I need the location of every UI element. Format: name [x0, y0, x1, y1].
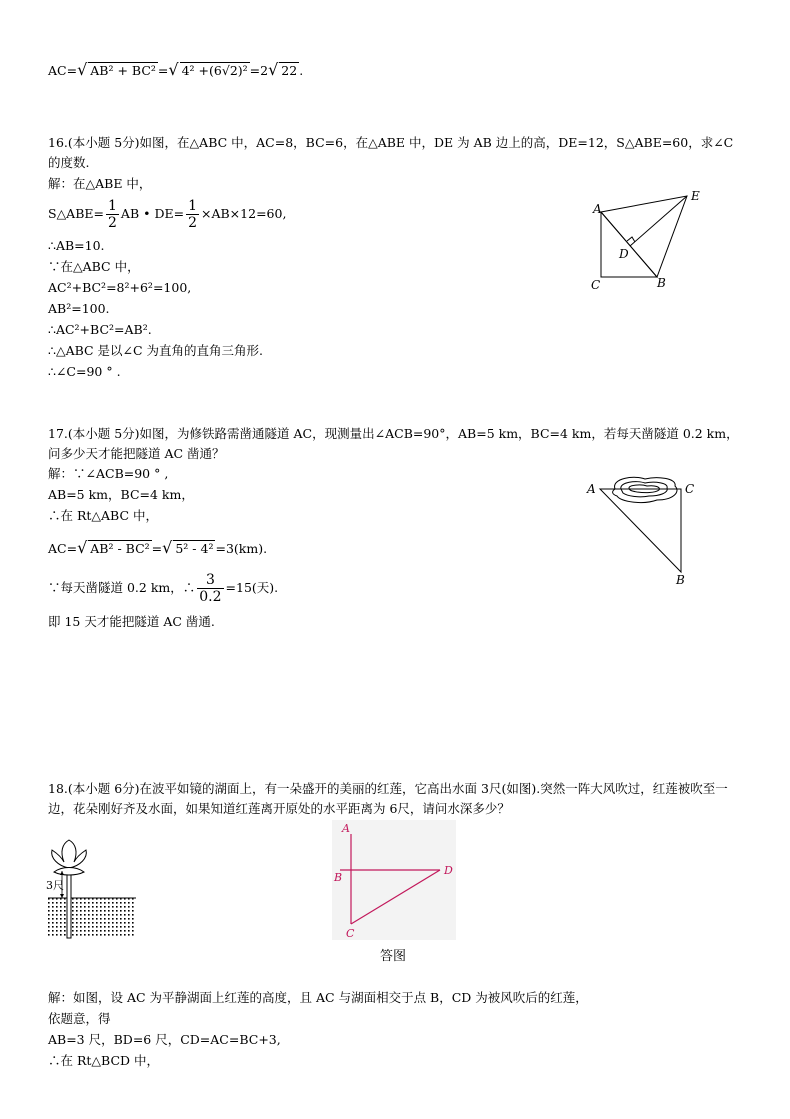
q17-days: =15(天).: [225, 580, 279, 595]
q16-ab-de: AB • DE=: [120, 206, 185, 221]
q16-sol-l3: ∴AB=10.: [48, 238, 105, 253]
label-c: C: [591, 278, 601, 292]
half-fraction: [106, 198, 119, 231]
q16-sol-l2: [48, 196, 286, 232]
q18-answer-figure: [332, 820, 456, 940]
half-fraction: [186, 198, 199, 231]
triangle-acb: [600, 489, 681, 572]
label-b: B: [676, 573, 685, 587]
top-lhs: AC=: [48, 63, 78, 78]
q16-eq60: ×AB×12=60,: [201, 206, 287, 221]
days-fraction: [197, 572, 223, 605]
q16-sol-l1: 解：在△ABE 中，: [48, 176, 152, 191]
frac-num: 1: [188, 198, 197, 214]
lotus-leaf: [54, 868, 84, 876]
q18-sol-l3: AB=3 尺，BD=6 尺，CD=AC=BC+3,: [48, 1032, 281, 1047]
lotus-stem: [67, 874, 71, 938]
q16-sol-l9: ∴∠C=90 ° .: [48, 364, 121, 379]
q17-sol-l4: [48, 540, 267, 557]
q16-s-abe: S△ABE=: [48, 206, 104, 221]
sqrt-sign: √: [168, 60, 179, 79]
q16-stem: 16.(本小题 5分)如图，在△ABC 中，AC=8，BC=6，在△ABE 中，DE 为 AB 边上的高，DE=12，S△ABE=60，求∠C 的度数.: [48, 135, 734, 170]
top-formula: [48, 62, 303, 79]
q17-sol-l3: ∴在 Rt△ABC 中，: [48, 508, 159, 523]
top-eq2: =2: [249, 63, 269, 78]
water-pattern: [48, 898, 136, 938]
frac-num: 3: [197, 572, 223, 589]
q17-eq: =: [151, 541, 163, 556]
q16-sol-l6: AB²=100.: [48, 301, 110, 316]
frac-den: 2: [108, 215, 117, 231]
arrow-head-down: [60, 894, 64, 898]
right-angle-mark: [627, 237, 635, 242]
q17-daily: ∵每天凿隧道 0.2 km，∴: [48, 580, 196, 595]
q17-sol-l1: 解：∵∠ACB=90 ° ,: [48, 466, 169, 481]
sqrt-sign: √: [268, 60, 279, 79]
label-b: B: [334, 871, 343, 884]
top-radicand-2: 4² +(6√2)²: [181, 63, 248, 78]
label-d: D: [619, 247, 629, 261]
q17-result: =3(km).: [215, 541, 268, 556]
sqrt-sign: √: [77, 60, 88, 79]
q17-stem: 17.(本小题 5分)如图，为修铁路需凿通隧道 AC，现测量出∠ACB=90°，AB=5 km，BC=4 km，若每天凿隧道 0.2 km，问多少天才能把隧道 AC 凿通？: [48, 426, 739, 461]
label-a: A: [587, 482, 596, 496]
lotus-flower: [52, 840, 87, 868]
frac-den: 0.2: [199, 589, 222, 605]
q17-radicand-1: AB² - BC²: [90, 541, 150, 556]
label-a: A: [593, 202, 602, 216]
q16-triangle-figure: [585, 185, 710, 295]
q17-tunnel-figure: [585, 472, 705, 590]
q18-stem: 18.(本小题 6分)在波平如镜的湖面上，有一朵盛开的美丽的红莲，它高出水面 3尺(如图).突然一阵大风吹过，红莲被吹至一边，花朵刚好齐及水面，如果知道红莲离开原处的水平距离为 6尺，请问水深多少？: [48, 781, 728, 816]
label-a: A: [342, 822, 350, 835]
lotus-figure: [44, 838, 140, 942]
label-d: D: [444, 864, 453, 877]
label-c: C: [685, 482, 695, 496]
top-end: .: [299, 63, 304, 78]
triangle-abe: [601, 196, 687, 277]
q18-sol-l4: ∴在 Rt△BCD 中，: [48, 1053, 159, 1068]
top-radicand-1: AB² + BC²: [90, 63, 156, 78]
q17-radicand-2: 5² - 4²: [175, 541, 214, 556]
altitude-de: [630, 196, 687, 246]
q18-sol-l2: 依题意，得: [48, 1011, 111, 1026]
q17-ac: AC=: [48, 541, 78, 556]
height-label: 3尺: [46, 879, 64, 892]
q16-sol-l5: AC²+BC²=8²+6²=100,: [48, 280, 192, 295]
figure-caption: 答图: [380, 949, 407, 964]
label-b: B: [657, 276, 666, 290]
top-radicand-3: 22: [281, 63, 298, 78]
q16-sol-l8: ∴△ABC 是以∠C 为直角的直角三角形.: [48, 343, 264, 358]
q17-sol-l6: 即 15 天才能把隧道 AC 凿通.: [48, 614, 215, 629]
q17-sol-l2: AB=5 km，BC=4 km，: [48, 487, 194, 502]
label-c: C: [346, 927, 355, 940]
q17-sol-l5: [48, 570, 278, 606]
label-e: E: [691, 189, 700, 203]
frac-den: 2: [188, 215, 197, 231]
top-eq: =: [157, 63, 169, 78]
sqrt-sign: √: [162, 538, 173, 557]
frac-num: 1: [108, 198, 117, 214]
q18-sol-l1: 解：如图，设 AC 为平静湖面上红莲的高度，且 AC 与湖面相交于点 B，CD 为被风吹后的红莲，: [48, 990, 588, 1005]
q16-sol-l7: ∴AC²+BC²=AB².: [48, 322, 152, 337]
q16-sol-l4: ∵在△ABC 中，: [48, 259, 140, 274]
sqrt-sign: √: [77, 538, 88, 557]
